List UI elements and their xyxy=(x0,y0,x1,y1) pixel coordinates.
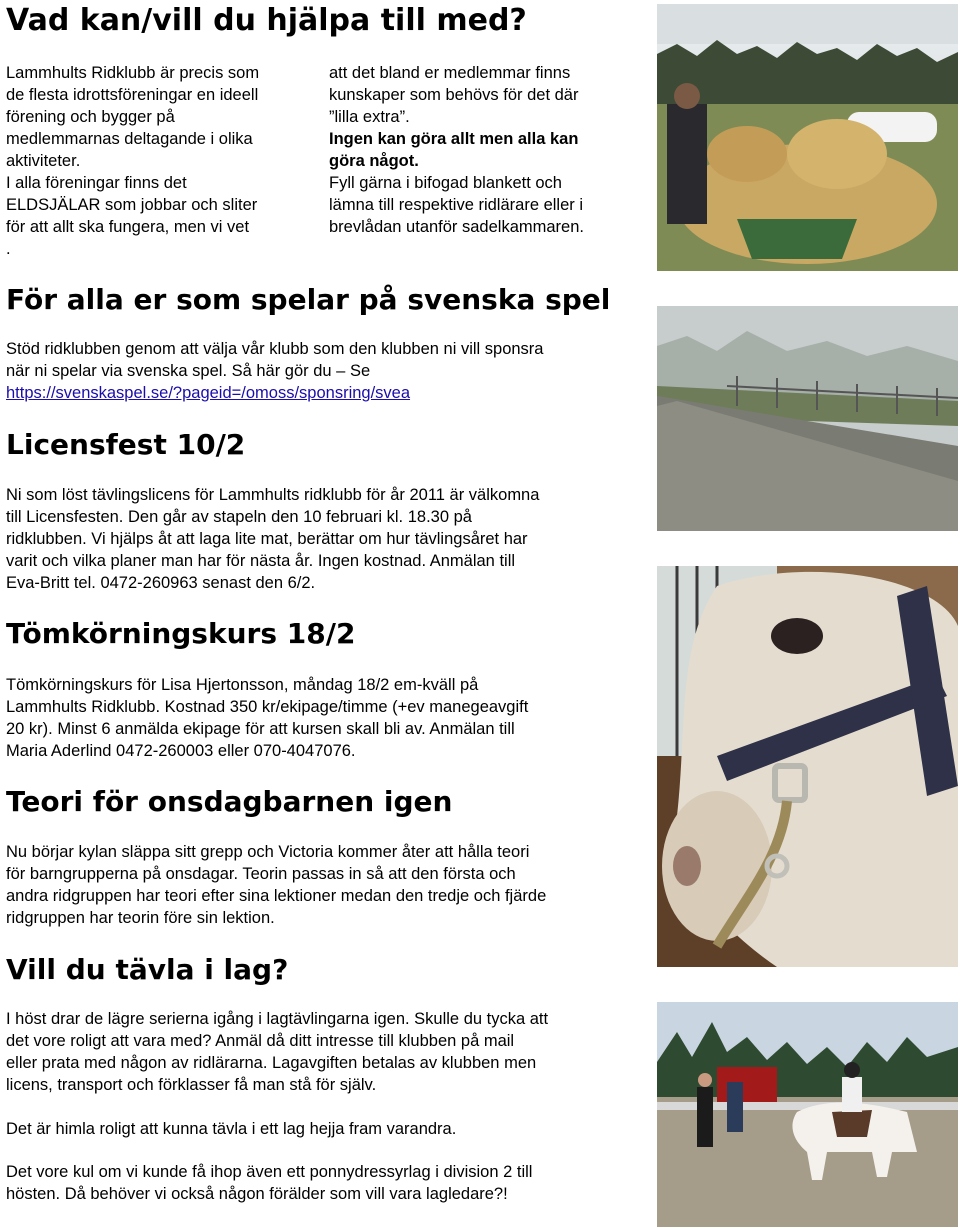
riders-photo xyxy=(657,1002,958,1227)
svenska-spel-line: när ni spelar via svenska spel. Så här gör du – Se xyxy=(6,362,371,380)
tomkorning-line: Maria Aderlind 0472-260003 eller 070-4047076. xyxy=(6,742,356,760)
teori-line: ridgruppen har teorin före sin lektion. xyxy=(6,909,275,927)
horse-photo xyxy=(657,566,958,967)
svenska-spel-text xyxy=(6,338,646,404)
teori-line: Nu börjar kylan släppa sitt grepp och Victoria kommer åter att hålla teori xyxy=(6,843,530,861)
intro-left-line: I alla föreningar finns det xyxy=(6,174,187,192)
intro-left-line: Lammhults Ridklubb är precis som xyxy=(6,64,260,82)
intro-left-line: förening och bygger på xyxy=(6,108,175,126)
licensfest-text xyxy=(6,484,646,594)
intro-right-line: ”lilla extra”. xyxy=(329,108,410,126)
intro-right-line: kunskaper som behövs för det där xyxy=(329,86,579,104)
licensfest-line: till Licensfesten. Den går av stapeln den 10 februari kl. 18.30 på xyxy=(6,508,472,526)
svenska-spel-line: Stöd ridklubben genom att välja vår klubb som den klubben ni vill sponsra xyxy=(6,340,544,358)
lag-p1-line: I höst drar de lägre serierna igång i lagtävlingarna igen. Skulle du tycka att xyxy=(6,1010,549,1028)
tomkorning-line: Lammhults Ridklubb. Kostnad 350 kr/ekipage/timme (+ev manegeavgift xyxy=(6,698,529,716)
licensfest-heading: Licensfest 10/2 xyxy=(6,428,246,461)
intro-right xyxy=(329,62,649,238)
intro-left xyxy=(6,62,316,260)
page-title: Vad kan/vill du hjälpa till med? xyxy=(6,3,527,38)
lag-p3-line: Det vore kul om vi kunde få ihop även ett ponnydressyrlag i division 2 till xyxy=(6,1163,533,1181)
tomkorning-line: 20 kr). Minst 6 anmälda ekipage för att kursen skall bli av. Anmälan till xyxy=(6,720,515,738)
teori-line: andra ridgruppen har teori efter sina lektioner medan den tredje och fjärde xyxy=(6,887,547,905)
lag-p1 xyxy=(6,1008,646,1096)
teori-text xyxy=(6,841,646,929)
intro-left-line: ELDSJÄLAR som jobbar och sliter xyxy=(6,196,258,214)
licensfest-line: ridklubben. Vi hjälps åt att laga lite mat, berättar om hur tävlingsåret har xyxy=(6,530,528,548)
lag-p3-line: hösten. Då behöver vi också någon förälder som vill vara lagledare?! xyxy=(6,1185,508,1203)
intro-left-line: de flesta idrottsföreningar en ideell xyxy=(6,86,259,104)
intro-left-line: . xyxy=(6,240,11,258)
lag-heading: Vill du tävla i lag? xyxy=(6,953,289,986)
intro-right-line: Fyll gärna i bifogad blankett och xyxy=(329,174,562,192)
intro-right-bold-line: göra något. xyxy=(329,152,419,170)
lag-p1-line: det vore roligt att vara med? Anmäl då ditt intresse till klubben på mail xyxy=(6,1032,515,1050)
intro-left-line: aktiviteter. xyxy=(6,152,81,170)
lag-p1-line: eller prata med någon av ridlärarna. Lagavgiften betalas av klubben men xyxy=(6,1054,537,1072)
intro-right-line: att det bland er medlemmar finns xyxy=(329,64,571,82)
licensfest-line: varit och vilka planer man har för nästa år. Ingen kostnad. Anmälan till xyxy=(6,552,516,570)
road-photo xyxy=(657,306,958,531)
tomkorning-heading: Tömkörningskurs 18/2 xyxy=(6,617,356,650)
intro-right-line: lämna till respektive ridlärare eller i xyxy=(329,196,584,214)
svenska-spel-link[interactable]: https://svenskaspel.se/?pageid=/omoss/sponsring/svea xyxy=(6,384,411,402)
intro-right-line: brevlådan utanför sadelkammaren. xyxy=(329,218,584,236)
svenska-spel-heading: För alla er som spelar på svenska spel xyxy=(6,283,611,316)
teori-line: för barngrupperna på onsdagar. Teorin passas in så att den första och xyxy=(6,865,516,883)
lag-p3 xyxy=(6,1161,646,1205)
lag-p2: Det är himla roligt att kunna tävla i ett lag hejja fram varandra. xyxy=(6,1120,457,1138)
licensfest-line: Ni som löst tävlingslicens för Lammhults ridklubb för år 2011 är välkomna xyxy=(6,486,540,504)
licensfest-line: Eva-Britt tel. 0472-260963 senast den 6/2. xyxy=(6,574,316,592)
teori-heading: Teori för onsdagbarnen igen xyxy=(6,785,453,818)
intro-right-bold-line: Ingen kan göra allt men alla kan xyxy=(329,130,579,148)
tomkorning-line: Tömkörningskurs för Lisa Hjertonsson, måndag 18/2 em-kväll på xyxy=(6,676,479,694)
intro-left-line: medlemmarnas deltagande i olika xyxy=(6,130,253,148)
intro-left-line: för att allt ska fungera, men vi vet xyxy=(6,218,250,236)
hay-photo xyxy=(657,4,958,271)
lag-p1-line: licens, transport och förklasser få man stå för själv. xyxy=(6,1076,377,1094)
tomkorning-text xyxy=(6,674,646,762)
